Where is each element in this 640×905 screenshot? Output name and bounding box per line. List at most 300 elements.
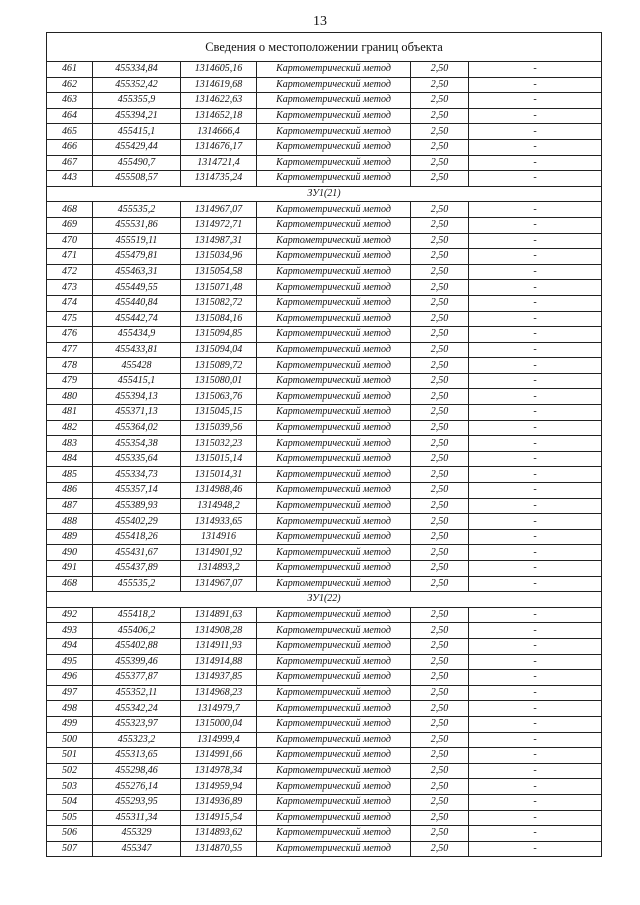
accuracy-cell: 2,50 <box>411 311 469 327</box>
description-cell: - <box>469 155 602 171</box>
table-row <box>47 670 602 686</box>
point-number-cell: 491 <box>47 561 93 577</box>
x-coordinate-cell: 455508,57 <box>93 171 181 187</box>
point-number-cell: 497 <box>47 685 93 701</box>
description-cell: - <box>469 405 602 421</box>
table-row <box>47 763 602 779</box>
method-cell: Картометрический метод <box>257 748 411 764</box>
section-header-row <box>47 592 602 608</box>
y-coordinate-cell: 1314721,4 <box>181 155 257 171</box>
table-row <box>47 171 602 187</box>
method-cell: Картометрический метод <box>257 451 411 467</box>
accuracy-cell: 2,50 <box>411 451 469 467</box>
description-cell: - <box>469 826 602 842</box>
y-coordinate-cell: 1314999,4 <box>181 732 257 748</box>
method-cell: Картометрический метод <box>257 124 411 140</box>
accuracy-cell: 2,50 <box>411 373 469 389</box>
y-coordinate-cell: 1315082,72 <box>181 295 257 311</box>
accuracy-cell: 2,50 <box>411 249 469 265</box>
table-row <box>47 483 602 499</box>
point-number-cell: 490 <box>47 545 93 561</box>
x-coordinate-cell: 455418,26 <box>93 529 181 545</box>
table-row <box>47 202 602 218</box>
accuracy-cell: 2,50 <box>411 607 469 623</box>
point-number-cell: 476 <box>47 327 93 343</box>
description-cell: - <box>469 670 602 686</box>
x-coordinate-cell: 455428 <box>93 358 181 374</box>
table-row <box>47 638 602 654</box>
table-row <box>47 295 602 311</box>
y-coordinate-cell: 1314967,07 <box>181 202 257 218</box>
accuracy-cell: 2,50 <box>411 498 469 514</box>
method-cell: Картометрический метод <box>257 311 411 327</box>
accuracy-cell: 2,50 <box>411 124 469 140</box>
method-cell: Картометрический метод <box>257 217 411 233</box>
method-cell: Картометрический метод <box>257 420 411 436</box>
table-row <box>47 373 602 389</box>
point-number-cell: 471 <box>47 249 93 265</box>
point-number-cell: 462 <box>47 77 93 93</box>
description-cell: - <box>469 389 602 405</box>
y-coordinate-cell: 1314893,62 <box>181 826 257 842</box>
point-number-cell: 473 <box>47 280 93 296</box>
accuracy-cell: 2,50 <box>411 748 469 764</box>
method-cell: Картометрический метод <box>257 139 411 155</box>
method-cell: Картометрический метод <box>257 233 411 249</box>
x-coordinate-cell: 455394,13 <box>93 389 181 405</box>
method-cell: Картометрический метод <box>257 545 411 561</box>
table-row <box>47 701 602 717</box>
accuracy-cell: 2,50 <box>411 264 469 280</box>
description-cell: - <box>469 638 602 654</box>
point-number-cell: 505 <box>47 810 93 826</box>
description-cell: - <box>469 373 602 389</box>
table-row <box>47 716 602 732</box>
section-header-row <box>47 186 602 202</box>
point-number-cell: 472 <box>47 264 93 280</box>
method-cell: Картометрический метод <box>257 685 411 701</box>
description-cell: - <box>469 280 602 296</box>
accuracy-cell: 2,50 <box>411 405 469 421</box>
accuracy-cell: 2,50 <box>411 295 469 311</box>
table-row <box>47 280 602 296</box>
method-cell: Картометрический метод <box>257 529 411 545</box>
y-coordinate-cell: 1314948,2 <box>181 498 257 514</box>
point-number-cell: 495 <box>47 654 93 670</box>
method-cell: Картометрический метод <box>257 77 411 93</box>
method-cell: Картометрический метод <box>257 623 411 639</box>
method-cell: Картометрический метод <box>257 295 411 311</box>
description-cell: - <box>469 607 602 623</box>
y-coordinate-cell: 1314676,17 <box>181 139 257 155</box>
method-cell: Картометрический метод <box>257 483 411 499</box>
point-number-cell: 485 <box>47 467 93 483</box>
x-coordinate-cell: 455377,87 <box>93 670 181 686</box>
method-cell: Картометрический метод <box>257 436 411 452</box>
y-coordinate-cell: 1314968,23 <box>181 685 257 701</box>
x-coordinate-cell: 455347 <box>93 841 181 857</box>
description-cell: - <box>469 623 602 639</box>
method-cell: Картометрический метод <box>257 607 411 623</box>
x-coordinate-cell: 455434,9 <box>93 327 181 343</box>
point-number-cell: 492 <box>47 607 93 623</box>
point-number-cell: 479 <box>47 373 93 389</box>
table-row <box>47 358 602 374</box>
description-cell: - <box>469 701 602 717</box>
x-coordinate-cell: 455311,34 <box>93 810 181 826</box>
accuracy-cell: 2,50 <box>411 716 469 732</box>
point-number-cell: 487 <box>47 498 93 514</box>
method-cell: Картометрический метод <box>257 202 411 218</box>
accuracy-cell: 2,50 <box>411 670 469 686</box>
y-coordinate-cell: 1314967,07 <box>181 576 257 592</box>
method-cell: Картометрический метод <box>257 389 411 405</box>
y-coordinate-cell: 1314979,7 <box>181 701 257 717</box>
table-row <box>47 779 602 795</box>
x-coordinate-cell: 455519,11 <box>93 233 181 249</box>
y-coordinate-cell: 1314735,24 <box>181 171 257 187</box>
x-coordinate-cell: 455399,46 <box>93 654 181 670</box>
table-row <box>47 841 602 857</box>
table-row <box>47 810 602 826</box>
description-cell: - <box>469 295 602 311</box>
point-number-cell: 463 <box>47 93 93 109</box>
y-coordinate-cell: 1314933,65 <box>181 514 257 530</box>
point-number-cell: 478 <box>47 358 93 374</box>
point-number-cell: 507 <box>47 841 93 857</box>
x-coordinate-cell: 455352,11 <box>93 685 181 701</box>
y-coordinate-cell: 1314914,88 <box>181 654 257 670</box>
accuracy-cell: 2,50 <box>411 467 469 483</box>
y-coordinate-cell: 1315071,48 <box>181 280 257 296</box>
x-coordinate-cell: 455531,86 <box>93 217 181 233</box>
y-coordinate-cell: 1315045,15 <box>181 405 257 421</box>
y-coordinate-cell: 1315000,04 <box>181 716 257 732</box>
description-cell: - <box>469 779 602 795</box>
table-row <box>47 654 602 670</box>
method-cell: Картометрический метод <box>257 108 411 124</box>
x-coordinate-cell: 455329 <box>93 826 181 842</box>
description-cell: - <box>469 716 602 732</box>
x-coordinate-cell: 455323,97 <box>93 716 181 732</box>
description-cell: - <box>469 233 602 249</box>
point-number-cell: 499 <box>47 716 93 732</box>
x-coordinate-cell: 455276,14 <box>93 779 181 795</box>
point-number-cell: 480 <box>47 389 93 405</box>
y-coordinate-cell: 1315039,56 <box>181 420 257 436</box>
method-cell: Картометрический метод <box>257 498 411 514</box>
point-number-cell: 496 <box>47 670 93 686</box>
x-coordinate-cell: 455418,2 <box>93 607 181 623</box>
y-coordinate-cell: 1314891,63 <box>181 607 257 623</box>
method-cell: Картометрический метод <box>257 779 411 795</box>
table-title-row <box>47 33 602 62</box>
description-cell: - <box>469 810 602 826</box>
method-cell: Картометрический метод <box>257 171 411 187</box>
description-cell: - <box>469 124 602 140</box>
accuracy-cell: 2,50 <box>411 327 469 343</box>
accuracy-cell: 2,50 <box>411 685 469 701</box>
description-cell: - <box>469 483 602 499</box>
point-number-cell: 498 <box>47 701 93 717</box>
x-coordinate-cell: 455406,2 <box>93 623 181 639</box>
description-cell: - <box>469 841 602 857</box>
accuracy-cell: 2,50 <box>411 576 469 592</box>
x-coordinate-cell: 455490,7 <box>93 155 181 171</box>
description-cell: - <box>469 529 602 545</box>
point-number-cell: 494 <box>47 638 93 654</box>
point-number-cell: 443 <box>47 171 93 187</box>
x-coordinate-cell: 455335,64 <box>93 451 181 467</box>
point-number-cell: 461 <box>47 62 93 78</box>
y-coordinate-cell: 1314972,71 <box>181 217 257 233</box>
method-cell: Картометрический метод <box>257 93 411 109</box>
method-cell: Картометрический метод <box>257 670 411 686</box>
accuracy-cell: 2,50 <box>411 514 469 530</box>
y-coordinate-cell: 1315063,76 <box>181 389 257 405</box>
description-cell: - <box>469 420 602 436</box>
accuracy-cell: 2,50 <box>411 701 469 717</box>
table-row <box>47 420 602 436</box>
description-cell: - <box>469 77 602 93</box>
method-cell: Картометрический метод <box>257 716 411 732</box>
description-cell: - <box>469 311 602 327</box>
description-cell: - <box>469 576 602 592</box>
x-coordinate-cell: 455442,74 <box>93 311 181 327</box>
method-cell: Картометрический метод <box>257 576 411 592</box>
table-row <box>47 311 602 327</box>
table-row <box>47 327 602 343</box>
description-cell: - <box>469 327 602 343</box>
point-number-cell: 483 <box>47 436 93 452</box>
table-row <box>47 217 602 233</box>
table-row <box>47 155 602 171</box>
method-cell: Картометрический метод <box>257 701 411 717</box>
x-coordinate-cell: 455535,2 <box>93 576 181 592</box>
x-coordinate-cell: 455479,81 <box>93 249 181 265</box>
description-cell: - <box>469 451 602 467</box>
method-cell: Картометрический метод <box>257 763 411 779</box>
accuracy-cell: 2,50 <box>411 389 469 405</box>
y-coordinate-cell: 1314978,34 <box>181 763 257 779</box>
table-row <box>47 139 602 155</box>
page-number: 13 <box>313 14 327 29</box>
point-number-cell: 489 <box>47 529 93 545</box>
x-coordinate-cell: 455293,95 <box>93 794 181 810</box>
description-cell: - <box>469 654 602 670</box>
y-coordinate-cell: 1314911,93 <box>181 638 257 654</box>
point-number-cell: 488 <box>47 514 93 530</box>
description-cell: - <box>469 217 602 233</box>
y-coordinate-cell: 1315089,72 <box>181 358 257 374</box>
method-cell: Картометрический метод <box>257 732 411 748</box>
table-row <box>47 748 602 764</box>
table-row <box>47 732 602 748</box>
point-number-cell: 500 <box>47 732 93 748</box>
table-row <box>47 389 602 405</box>
accuracy-cell: 2,50 <box>411 841 469 857</box>
table-row <box>47 342 602 358</box>
x-coordinate-cell: 455371,13 <box>93 405 181 421</box>
x-coordinate-cell: 455394,21 <box>93 108 181 124</box>
table-row <box>47 62 602 78</box>
table-body <box>47 33 602 857</box>
description-cell: - <box>469 685 602 701</box>
table-row <box>47 561 602 577</box>
table-row <box>47 249 602 265</box>
accuracy-cell: 2,50 <box>411 436 469 452</box>
y-coordinate-cell: 1314605,16 <box>181 62 257 78</box>
point-number-cell: 477 <box>47 342 93 358</box>
accuracy-cell: 2,50 <box>411 732 469 748</box>
accuracy-cell: 2,50 <box>411 561 469 577</box>
x-coordinate-cell: 455354,38 <box>93 436 181 452</box>
y-coordinate-cell: 1314959,94 <box>181 779 257 795</box>
x-coordinate-cell: 455313,65 <box>93 748 181 764</box>
table-row <box>47 93 602 109</box>
point-number-cell: 464 <box>47 108 93 124</box>
method-cell: Картометрический метод <box>257 405 411 421</box>
method-cell: Картометрический метод <box>257 373 411 389</box>
table-row <box>47 685 602 701</box>
x-coordinate-cell: 455334,73 <box>93 467 181 483</box>
method-cell: Картометрический метод <box>257 841 411 857</box>
y-coordinate-cell: 1314936,89 <box>181 794 257 810</box>
description-cell: - <box>469 748 602 764</box>
method-cell: Картометрический метод <box>257 638 411 654</box>
x-coordinate-cell: 455355,9 <box>93 93 181 109</box>
accuracy-cell: 2,50 <box>411 810 469 826</box>
x-coordinate-cell: 455429,44 <box>93 139 181 155</box>
method-cell: Картометрический метод <box>257 561 411 577</box>
method-cell: Картометрический метод <box>257 654 411 670</box>
table-row <box>47 794 602 810</box>
point-number-cell: 468 <box>47 576 93 592</box>
table-row <box>47 514 602 530</box>
x-coordinate-cell: 455431,67 <box>93 545 181 561</box>
description-cell: - <box>469 139 602 155</box>
accuracy-cell: 2,50 <box>411 155 469 171</box>
point-number-cell: 482 <box>47 420 93 436</box>
method-cell: Картометрический метод <box>257 826 411 842</box>
method-cell: Картометрический метод <box>257 467 411 483</box>
point-number-cell: 501 <box>47 748 93 764</box>
description-cell: - <box>469 545 602 561</box>
description-cell: - <box>469 202 602 218</box>
point-number-cell: 474 <box>47 295 93 311</box>
point-number-cell: 469 <box>47 217 93 233</box>
point-number-cell: 506 <box>47 826 93 842</box>
accuracy-cell: 2,50 <box>411 545 469 561</box>
y-coordinate-cell: 1315094,85 <box>181 327 257 343</box>
method-cell: Картометрический метод <box>257 280 411 296</box>
x-coordinate-cell: 455389,93 <box>93 498 181 514</box>
accuracy-cell: 2,50 <box>411 77 469 93</box>
point-number-cell: 468 <box>47 202 93 218</box>
y-coordinate-cell: 1314622,63 <box>181 93 257 109</box>
point-number-cell: 493 <box>47 623 93 639</box>
x-coordinate-cell: 455323,2 <box>93 732 181 748</box>
y-coordinate-cell: 1314870,55 <box>181 841 257 857</box>
description-cell: - <box>469 763 602 779</box>
accuracy-cell: 2,50 <box>411 342 469 358</box>
x-coordinate-cell: 455440,84 <box>93 295 181 311</box>
method-cell: Картометрический метод <box>257 514 411 530</box>
description-cell: - <box>469 171 602 187</box>
method-cell: Картометрический метод <box>257 155 411 171</box>
method-cell: Картометрический метод <box>257 342 411 358</box>
y-coordinate-cell: 1314893,2 <box>181 561 257 577</box>
table-row <box>47 124 602 140</box>
accuracy-cell: 2,50 <box>411 654 469 670</box>
description-cell: - <box>469 561 602 577</box>
description-cell: - <box>469 108 602 124</box>
description-cell: - <box>469 498 602 514</box>
point-number-cell: 465 <box>47 124 93 140</box>
accuracy-cell: 2,50 <box>411 217 469 233</box>
accuracy-cell: 2,50 <box>411 202 469 218</box>
y-coordinate-cell: 1314908,28 <box>181 623 257 639</box>
accuracy-cell: 2,50 <box>411 763 469 779</box>
table-row <box>47 405 602 421</box>
x-coordinate-cell: 455364,02 <box>93 420 181 436</box>
y-coordinate-cell: 1314991,66 <box>181 748 257 764</box>
table-row <box>47 498 602 514</box>
accuracy-cell: 2,50 <box>411 623 469 639</box>
x-coordinate-cell: 455298,46 <box>93 763 181 779</box>
description-cell: - <box>469 732 602 748</box>
method-cell: Картометрический метод <box>257 62 411 78</box>
section-label: ЗУ1(21) <box>47 186 602 202</box>
table-row <box>47 233 602 249</box>
x-coordinate-cell: 455357,14 <box>93 483 181 499</box>
y-coordinate-cell: 1314988,46 <box>181 483 257 499</box>
x-coordinate-cell: 455415,1 <box>93 124 181 140</box>
x-coordinate-cell: 455449,55 <box>93 280 181 296</box>
table-row <box>47 451 602 467</box>
x-coordinate-cell: 455334,84 <box>93 62 181 78</box>
y-coordinate-cell: 1315094,04 <box>181 342 257 358</box>
accuracy-cell: 2,50 <box>411 280 469 296</box>
accuracy-cell: 2,50 <box>411 779 469 795</box>
table-row <box>47 467 602 483</box>
point-number-cell: 503 <box>47 779 93 795</box>
section-label: ЗУ1(22) <box>47 592 602 608</box>
y-coordinate-cell: 1314652,18 <box>181 108 257 124</box>
y-coordinate-cell: 1315080,01 <box>181 373 257 389</box>
table-row <box>47 108 602 124</box>
table-row <box>47 576 602 592</box>
point-number-cell: 467 <box>47 155 93 171</box>
table-row <box>47 264 602 280</box>
accuracy-cell: 2,50 <box>411 358 469 374</box>
x-coordinate-cell: 455437,89 <box>93 561 181 577</box>
accuracy-cell: 2,50 <box>411 794 469 810</box>
accuracy-cell: 2,50 <box>411 483 469 499</box>
accuracy-cell: 2,50 <box>411 139 469 155</box>
y-coordinate-cell: 1314915,54 <box>181 810 257 826</box>
table-row <box>47 436 602 452</box>
y-coordinate-cell: 1315034,96 <box>181 249 257 265</box>
point-number-cell: 470 <box>47 233 93 249</box>
boundary-coordinates-table <box>46 32 602 857</box>
y-coordinate-cell: 1314916 <box>181 529 257 545</box>
accuracy-cell: 2,50 <box>411 420 469 436</box>
description-cell: - <box>469 62 602 78</box>
y-coordinate-cell: 1314901,92 <box>181 545 257 561</box>
accuracy-cell: 2,50 <box>411 233 469 249</box>
description-cell: - <box>469 794 602 810</box>
